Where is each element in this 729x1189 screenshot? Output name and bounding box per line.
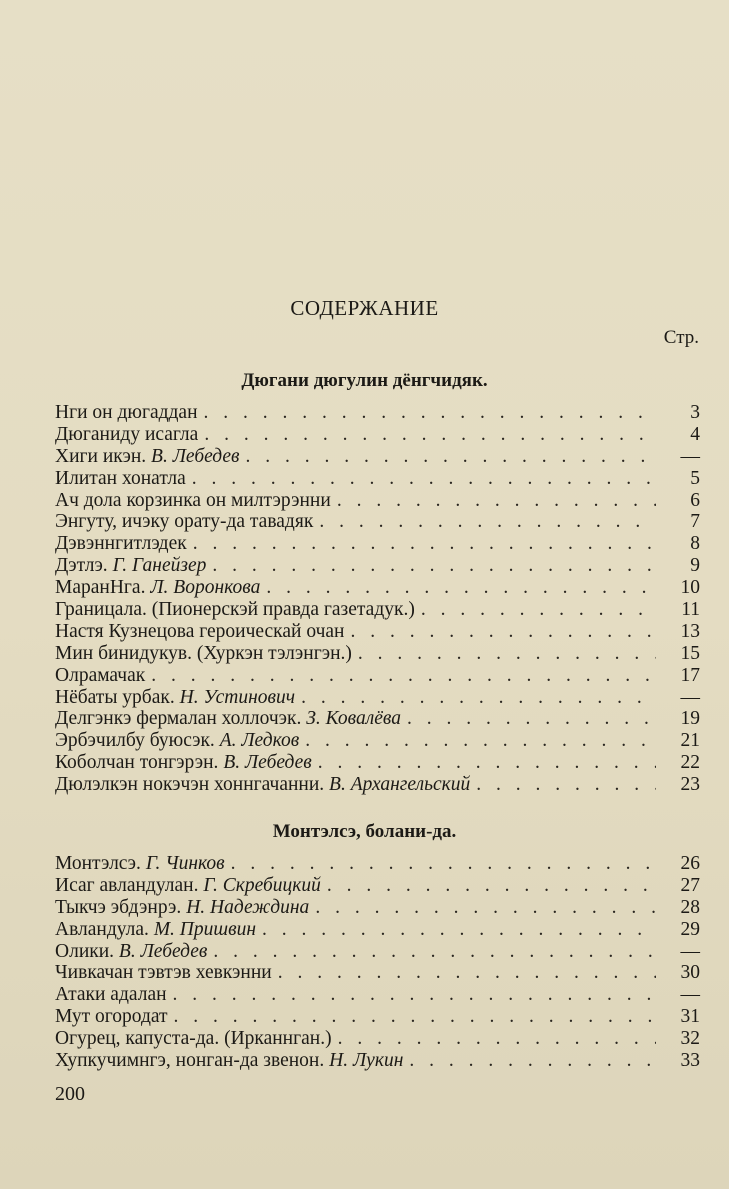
toc-section-2: [55, 853, 700, 1072]
toc-entry-title: Огурец, капуста-да. (Ирканнган.): [55, 1028, 332, 1050]
toc-entry-page: 21: [680, 730, 700, 752]
toc-entry-title: Коболчан тонгэрэн.: [55, 752, 219, 774]
toc-entry-title: Нги он дюгаддан: [55, 402, 198, 423]
toc-entry-page: 19: [680, 708, 700, 730]
toc-entry-title: Мин бинидукув. (Хуркэн тэлэнгэн.): [55, 642, 352, 664]
toc-entry-text: [55, 468, 186, 490]
toc-entry-title: МаранНга.: [55, 577, 146, 599]
toc-entry-author: Н. Устинович: [179, 686, 296, 708]
dot-leader: [350, 621, 656, 643]
toc-entry-page: 17: [680, 664, 700, 686]
section-heading-2: Монтэлсэ, болани-да.: [272, 821, 457, 842]
toc-entry-author: Г. Ганейзер: [112, 555, 207, 577]
toc-entry-text: [55, 643, 352, 665]
toc-section-1: [55, 402, 700, 796]
toc-entry-title: Олрамачак: [55, 664, 146, 686]
dot-leader: [327, 875, 656, 897]
dot-leader: [407, 708, 656, 730]
toc-entry-title: Настя Кузнецова героическай очан: [55, 620, 345, 642]
toc-entry-text: [55, 511, 313, 533]
dot-leader: [262, 919, 656, 941]
toc-entry-text: [55, 424, 198, 446]
toc-entry: [55, 897, 700, 919]
toc-entry-page: —: [680, 686, 700, 708]
toc-entry: [55, 774, 700, 796]
toc-entry-author: А. Ледков: [219, 730, 300, 752]
toc-entry-text: [55, 875, 321, 897]
toc-entry-text: [55, 752, 312, 774]
dot-leader: [315, 897, 656, 919]
toc-entry-title: Исаг авландулан.: [55, 874, 199, 896]
dot-leader: [174, 1006, 656, 1028]
toc-entry-text: [55, 533, 187, 555]
toc-entry-text: [55, 1006, 168, 1028]
toc-entry-author: М. Пришвин: [153, 918, 256, 940]
dot-leader: [246, 446, 656, 468]
dot-leader: [193, 533, 656, 555]
dot-leader: [319, 511, 656, 533]
dot-leader: [278, 962, 656, 984]
page-number: 200: [55, 1083, 85, 1105]
toc-entry-author: В. Лебедев: [223, 752, 312, 774]
dot-leader: [204, 402, 656, 424]
toc-entry-author: В. Лебедев: [151, 445, 240, 467]
toc-entry-text: [55, 1050, 403, 1072]
toc-entry-page: 22: [680, 752, 700, 774]
toc-entry-title: Дюганиду исагла: [55, 423, 199, 445]
toc-entry-text: [55, 490, 331, 512]
toc-entry: [55, 708, 700, 730]
toc-entry-page: 6: [690, 489, 700, 511]
toc-entry-title: Нёбаты урбак.: [55, 686, 175, 708]
toc-entry-author: З. Ковалёва: [306, 708, 401, 730]
toc-entry: [55, 853, 700, 875]
toc-entry-page: 33: [680, 1050, 700, 1072]
toc-entry-page: 32: [680, 1028, 700, 1050]
dot-leader: [204, 424, 656, 446]
toc-entry-title: Дэтлэ.: [55, 555, 108, 577]
toc-entry: [55, 1006, 700, 1028]
toc-entry-page: 31: [680, 1006, 700, 1028]
dot-leader: [213, 941, 656, 963]
section-heading-1: Дюгани дюгулин дёнгчидяк.: [241, 370, 488, 391]
toc-entry-title: Мут огородат: [55, 1006, 168, 1028]
dot-leader: [409, 1050, 656, 1072]
toc-entry: [55, 665, 700, 687]
toc-entry-title: Энгуту, ичэку орату-да тавадяк: [55, 511, 314, 533]
toc-entry-page: 13: [680, 620, 700, 642]
toc-entry: [55, 490, 700, 512]
dot-leader: [212, 555, 656, 577]
dot-leader: [318, 752, 656, 774]
dot-leader: [266, 577, 656, 599]
toc-entry-title: Илитан хонатла: [55, 467, 186, 489]
toc-entry-title: Атаки адалан: [55, 984, 167, 1006]
toc-entry-text: [55, 577, 260, 599]
toc-entry: [55, 919, 700, 941]
toc-entry-title: Хиги икэн.: [55, 445, 147, 467]
toc-entry-author: Н. Надеждина: [186, 896, 310, 918]
toc-entry-text: [55, 774, 470, 796]
toc-entry-author: Н. Лукин: [329, 1050, 404, 1072]
toc-entry-text: [55, 621, 344, 643]
toc-entry-title: Тыкчэ эбдэнрэ.: [55, 896, 182, 918]
toc-entry: [55, 730, 700, 752]
toc-entry-text: [55, 853, 225, 875]
toc-entry-author: Г. Чинков: [145, 853, 225, 874]
toc-entry-page: 5: [690, 467, 700, 489]
toc-entry: [55, 941, 700, 963]
toc-entry-text: [55, 687, 295, 709]
toc-entry-title: Делгэнкэ фермалан холлочэк.: [55, 708, 302, 730]
toc-entry: [55, 875, 700, 897]
dot-leader: [151, 665, 656, 687]
toc-entry: [55, 599, 700, 621]
toc-entry-text: [55, 555, 206, 577]
toc-entry: [55, 533, 700, 555]
toc-entry-text: [55, 919, 256, 941]
dot-leader: [231, 853, 656, 875]
toc-entry-title: Олики.: [55, 940, 115, 962]
toc-entry-page: 4: [690, 423, 700, 445]
toc-entry: [55, 962, 700, 984]
toc-entry-page: 30: [680, 962, 700, 984]
toc-entry-page: —: [680, 445, 700, 467]
dot-leader: [421, 599, 656, 621]
toc-entry: [55, 424, 700, 446]
dot-leader: [337, 490, 656, 512]
dot-leader: [305, 730, 656, 752]
toc-entry-page: 10: [680, 577, 700, 599]
toc-entry: [55, 446, 700, 468]
toc-entry-text: [55, 665, 145, 687]
dot-leader: [338, 1028, 656, 1050]
toc-entry: [55, 577, 700, 599]
toc-entry-author: В. Архангельский: [329, 774, 471, 796]
toc-entry-page: 8: [690, 533, 700, 555]
toc-entry-text: [55, 402, 198, 424]
toc-entry-title: Границала. (Пионерскэй правда газетадук.): [55, 599, 415, 621]
page-column-label: Стр.: [663, 327, 699, 348]
toc-entry-page: 26: [680, 853, 700, 874]
dot-leader: [192, 468, 656, 490]
toc-entry-page: 23: [680, 774, 700, 796]
toc-entry-page: 11: [681, 599, 700, 621]
toc-entry-page: 7: [690, 511, 700, 533]
toc-entry-text: [55, 941, 207, 963]
toc-entry-page: —: [680, 984, 700, 1006]
dot-leader: [301, 687, 656, 709]
toc-entry: [55, 752, 700, 774]
toc-entry-text: [55, 446, 240, 468]
toc-entry-page: 27: [680, 874, 700, 896]
toc-entry: [55, 402, 700, 424]
toc-entry: [55, 643, 700, 665]
toc-entry: [55, 687, 700, 709]
toc-entry-page: 29: [680, 918, 700, 940]
toc-entry-author: В. Лебедев: [118, 940, 208, 962]
toc-entry-page: 3: [690, 402, 700, 423]
toc-entry-title: Ач дола корзинка он милтэрэнни: [55, 489, 331, 511]
toc-entry-text: [55, 962, 272, 984]
toc-entry-title: Чивкачан тэвтэв хевкэнни: [55, 962, 272, 984]
dot-leader: [476, 774, 656, 796]
toc-entry-title: Дэвэннгитлэдек: [55, 533, 187, 555]
toc-entry: [55, 511, 700, 533]
toc-entry-title: Монтэлсэ.: [55, 853, 141, 874]
toc-entry-text: [55, 984, 167, 1006]
toc-entry-page: 28: [680, 896, 700, 918]
toc-entry: [55, 1028, 700, 1050]
toc-entry: [55, 1050, 700, 1072]
dot-leader: [173, 984, 656, 1006]
toc-entry-author: Л. Воронкова: [150, 577, 261, 599]
toc-entry-text: [55, 599, 415, 621]
toc-entry-title: Дюлэлкэн нокэчэн хоннгачанни.: [55, 774, 325, 796]
toc-entry-text: [55, 708, 401, 730]
toc-entry: [55, 468, 700, 490]
toc-entry-title: Хупкучимнгэ, нонган-да звенон.: [55, 1050, 325, 1072]
toc-entry: [55, 621, 700, 643]
toc-entry-page: 9: [690, 555, 700, 577]
toc-entry-author: Г. Скребицкий: [203, 874, 321, 896]
toc-entry-page: 15: [680, 642, 700, 664]
toc-entry-text: [55, 730, 299, 752]
toc-entry-page: —: [680, 940, 700, 962]
toc-entry: [55, 984, 700, 1006]
toc-entry: [55, 555, 700, 577]
dot-leader: [358, 643, 656, 665]
toc-entry-text: [55, 1028, 332, 1050]
toc-entry-text: [55, 897, 309, 919]
page-title: СОДЕРЖАНИЕ: [290, 296, 439, 320]
toc-entry-title: Авландула.: [55, 918, 149, 940]
toc-entry-title: Эрбэчилбу буюсэк.: [55, 730, 215, 752]
